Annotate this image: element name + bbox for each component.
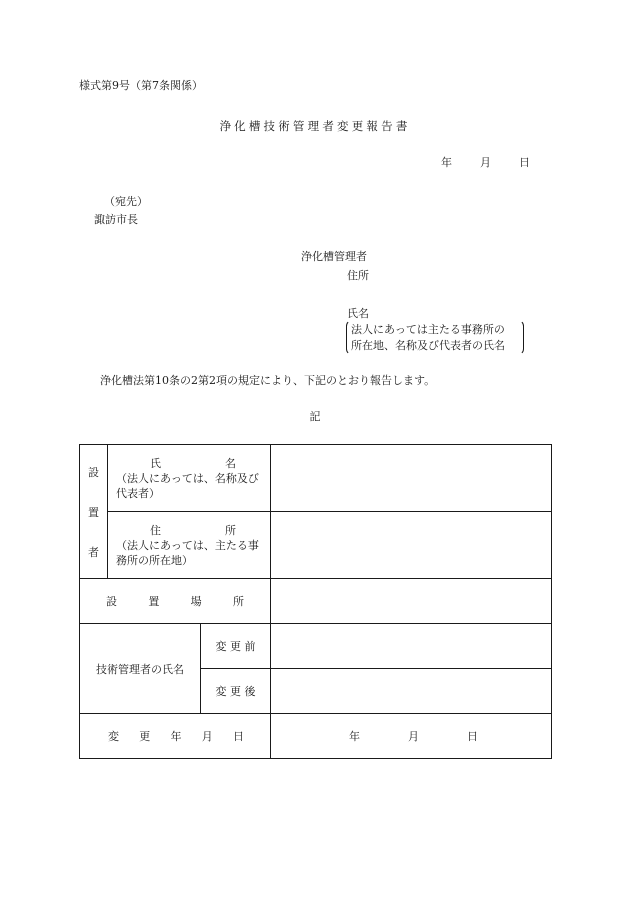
applicant-name-label: 氏名 [347, 307, 369, 320]
location-char: 置 [148, 595, 160, 608]
applicant-role: 浄化槽管理者 [301, 250, 367, 263]
change-date-year: 年 [349, 730, 361, 743]
before-change-text: 変 更 前 [215, 640, 256, 653]
date-day: 日 [519, 156, 530, 169]
after-change-label [201, 669, 271, 714]
location-label [80, 579, 271, 624]
table-row [80, 512, 552, 579]
report-statement: 浄化槽法第10条の2第2項の規定により、下記のとおり報告します。 [100, 374, 436, 387]
before-change-label [201, 624, 271, 669]
address-label-b: 所 [225, 523, 237, 537]
report-table [79, 444, 552, 759]
change-date-month: 月 [408, 730, 419, 743]
before-change-field[interactable] [271, 624, 552, 669]
change-date-char: 更 [139, 730, 151, 743]
address-label-a: 住 [150, 523, 161, 537]
name-label-a: 氏 [150, 456, 161, 470]
date-month: 月 [480, 156, 491, 169]
tech-manager-label-text: 技術管理者の氏名 [96, 662, 184, 676]
installer-char: 置 [88, 505, 99, 519]
ki-heading: 記 [309, 410, 321, 423]
change-date-label [80, 714, 271, 759]
address-note: （法人にあっては、主たる事務所の所在地） [116, 538, 259, 567]
installer-label [80, 445, 108, 579]
addressee-name: 諏訪市長 [94, 213, 138, 226]
change-date-day: 日 [466, 730, 478, 743]
form-number: 様式第9号（第7条関係） [79, 79, 203, 92]
applicant-note-line1: 法人にあっては主たる事務所の [351, 323, 505, 336]
table-row [80, 624, 552, 669]
addressee-label: （宛先） [104, 195, 148, 208]
location-char: 所 [232, 595, 244, 608]
installer-char: 者 [88, 545, 99, 559]
table-row [80, 445, 552, 512]
installer-address-label [108, 512, 271, 579]
location-char: 場 [190, 595, 202, 608]
location-char: 設 [106, 595, 117, 608]
installer-name-label [108, 445, 271, 512]
change-date-char: 変 [108, 730, 119, 743]
installer-address-field[interactable] [271, 512, 552, 579]
tech-manager-label [80, 624, 201, 714]
table-row [80, 714, 552, 759]
after-change-field[interactable] [271, 669, 552, 714]
location-field[interactable] [271, 579, 552, 624]
table-row [80, 579, 552, 624]
applicant-note-line2: 所在地、名称及び代表者の氏名 [351, 339, 505, 352]
document-title: 浄化槽技術管理者変更報告書 [219, 119, 411, 133]
installer-name-field[interactable] [271, 445, 552, 512]
after-change-text: 変 更 後 [215, 685, 256, 698]
installer-char: 設 [88, 465, 99, 479]
date-line [441, 157, 530, 168]
date-year: 年 [441, 156, 452, 169]
change-date-char: 日 [233, 730, 244, 743]
name-note: （法人にあっては、名称及び代表者） [116, 471, 259, 500]
name-label-b: 名 [225, 456, 237, 470]
change-date-field[interactable] [271, 714, 552, 759]
change-date-char: 年 [170, 730, 182, 743]
applicant-address-label: 住所 [347, 269, 369, 282]
change-date-char: 月 [201, 730, 213, 743]
